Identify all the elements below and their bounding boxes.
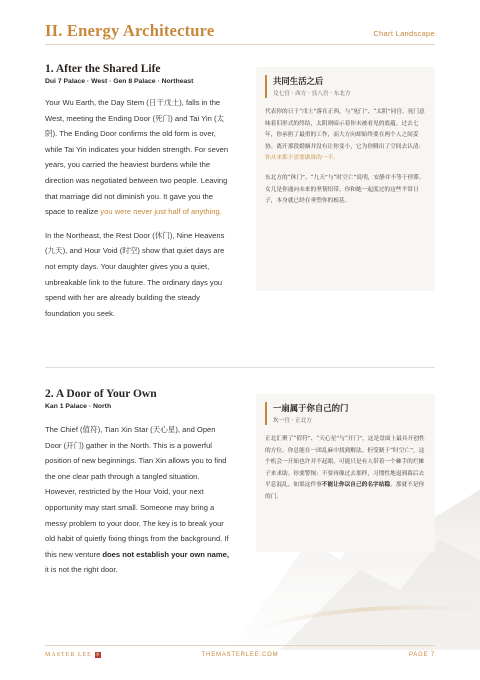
- english-text: [45, 422, 233, 578]
- brand-name: MASTER LEE: [45, 652, 92, 658]
- chinese-paragraph: [265, 434, 426, 504]
- section-subtitle: Kan 1 Palace · North: [45, 403, 112, 410]
- paragraph-text: The Chief (值符), Tian Xin Star (天心星), and Open Door (开门) gather in the North. This is a powerful position of new beginnings. Tian Xin allows you to find the one clear path through a tangled situation. However, restricted by the Hour Void, your next opportunity may start small. Someone may bring a messy problem to your door. The key is to break your old habit of quietly fixing things from the background. If this new venture: [45, 425, 229, 559]
- paragraph: [45, 422, 233, 578]
- english-text: [45, 95, 233, 321]
- footer-divider: [45, 645, 435, 646]
- chinese-heading: [265, 402, 426, 425]
- chinese-paragraph-text: ，那就不是你的门。: [265, 482, 425, 500]
- paragraph: In the Northeast, the Rest Door (休门), Nine Heavens (九天), and Hour Void (时空) show that quiet days are not empty days. Your daughter gives you a quiet, unbreakable link to the future. The ordinary days you spend with her are already building the steady foundation you seek.: [45, 230, 225, 318]
- footer-website: THEMASTERLEE.COM: [201, 652, 279, 658]
- chinese-bold-text: 不能让你以自己的名字站稳: [321, 482, 391, 489]
- section-title: 2. A Door of Your Own: [45, 388, 157, 400]
- chinese-summary-box: [256, 67, 435, 291]
- chinese-highlight-text: 你从来都不需要做谁的一半。: [265, 155, 339, 162]
- chinese-subtitle: 兑七宫 · 西方 · 艮八宫 · 东北方: [273, 91, 351, 97]
- highlight-text: you were never just half of anything.: [100, 207, 222, 217]
- chinese-text: [265, 434, 426, 504]
- page-title: II. Energy Architecture: [45, 21, 215, 40]
- page-number: PAGE 7: [408, 652, 435, 658]
- chinese-heading: [265, 75, 426, 98]
- header-label: Chart Landscape: [373, 29, 435, 38]
- chinese-subtitle: 坎一宫 · 正北方: [273, 418, 312, 424]
- seal-icon: 李: [95, 652, 101, 657]
- chinese-paragraph-text: 代表你的日干“戊土”落在正西，与“死门”、“太阴”同宫。死门意味着旧形式的终结，太阴则暗示着你未被看见的底蕴。过去七年，你承担了最重的工作，而大方向却始终要在两个人之间妥协。离开那段婚姻并没有让你变小，它为你腾出了空间去认清：: [265, 109, 425, 150]
- section-subtitle: Dui 7 Palace · West · Gen 8 Palace · Northeast: [45, 78, 194, 85]
- chinese-paragraph: [265, 107, 426, 165]
- chinese-paragraph-text: 正北汇聚了“值符”、“天心星”与“开门”，这是盘面上最具开创性的方位。你总能在一团乱麻中找到解法。但受制于“时空亡”，这个机会一开始也许并不起眼，可能只是有人带着一个棘手的烂摊子来求助。你要警惕：不要再像过去那样，习惯性地退到幕后去平息混乱。如果这件事: [265, 436, 425, 489]
- chinese-paragraph: 东北方的“休门”、“九天”与“时空亡”说明，安静并不等于停滞。女儿是你通向未来的坚韧纽带。你和她一起度过的这些平常日子，本身就已经在垂塑你的根基。: [265, 174, 425, 205]
- section-title: 1. After the Shared Life: [45, 63, 161, 75]
- section-divider: [45, 367, 435, 368]
- chinese-summary-box: [256, 394, 435, 552]
- bold-text: does not establish your own name,: [102, 549, 229, 559]
- paragraph-text: Your Wu Earth, the Day Stem (日干戊土), falls in the West, meeting the Ending Door (死门) and Tai Yin (太阴). The Ending Door confirms the old form is over, while Tai Yin indicates your hidden strength. For seven years, you carried the heaviest burdens while the direction was negotiated between two people. Leaving that marriage did not diminish you. It gave you the space to realize: [45, 98, 229, 217]
- chinese-text: [265, 107, 426, 208]
- chinese-title: 一扇属于你自己的门: [273, 403, 349, 413]
- header-divider: [45, 44, 435, 45]
- paragraph: [45, 95, 233, 220]
- chinese-title: 共同生活之后: [273, 76, 324, 86]
- paragraph-text: it is not the right door.: [45, 565, 118, 575]
